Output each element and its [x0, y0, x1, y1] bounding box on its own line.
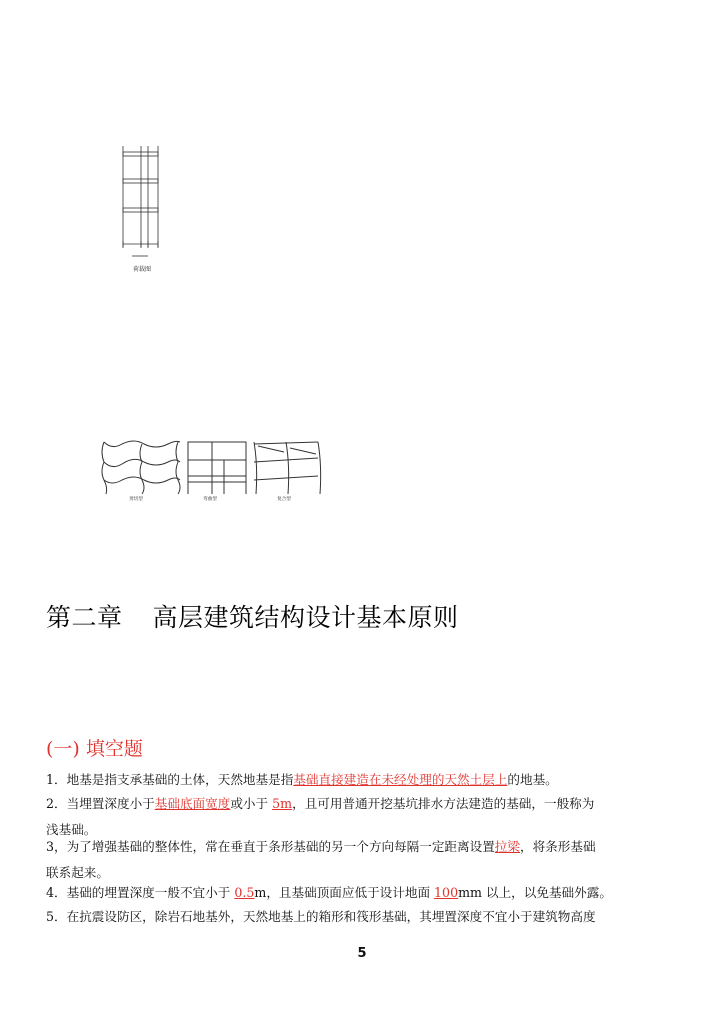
chapter-heading [46, 598, 459, 634]
question-1 [46, 767, 680, 793]
figure-label-1: 剪切型 [129, 497, 143, 502]
question-text: mm 以上，以免基础外露。 [458, 885, 612, 900]
section-heading: (一) 填空题 [46, 738, 143, 760]
question-text: 2．当埋置深度小于 [46, 796, 155, 811]
figure-top-label: 荷载图 [132, 266, 152, 273]
chapter-number: 第二章 [46, 603, 123, 632]
answer-text: 基础直接建造在未经处理的天然土层上 [293, 772, 508, 787]
answer-text: 基础底面宽度 [154, 796, 231, 811]
text-line [46, 880, 680, 906]
answer-text: 5m [272, 796, 293, 811]
question-4 [46, 880, 680, 906]
question-3 [46, 834, 680, 886]
figure-label-3: 复合型 [277, 497, 291, 502]
text-line [46, 767, 680, 793]
page-number: 5 [357, 946, 367, 961]
text-line [46, 904, 680, 930]
chapter-title: 高层建筑结构设计基本原则 [152, 603, 459, 632]
question-text: 1．地基是指支承基础的土体，天然地基是指 [46, 772, 294, 787]
question-text: m，且基础顶面应低于设计地面 [254, 885, 435, 900]
deformation-figure [98, 436, 328, 502]
frame-load-figure [110, 140, 170, 280]
question-text: ，且可用普通开挖基坑排水方法建造的基础，一般称为 [292, 796, 595, 811]
answer-text: 0.5 [234, 885, 255, 900]
figure-label-2: 弯曲型 [203, 497, 217, 502]
question-text: 浅基础。 [46, 822, 97, 837]
answer-text: 拉梁 [494, 839, 520, 854]
text-line [46, 791, 680, 817]
question-text: 5．在抗震设防区，除岩石地基外，天然地基上的箱形和筏形基础，其埋置深度不宜小于建筑物高度 [46, 909, 596, 924]
question-text: 3，为了增强基础的整体性，常在垂直于条形基础的另一个方向每隔一定距离设置 [46, 839, 495, 854]
answer-text: 100 [434, 885, 459, 900]
question-text: ，将条形基础 [519, 839, 596, 854]
question-text: 的地基。 [507, 772, 558, 787]
question-5 [46, 904, 680, 930]
question-text: 联系起来。 [46, 865, 109, 880]
question-text: 或小于 [230, 796, 273, 811]
question-text: 4．基础的埋置深度一般不宜小于 [46, 885, 235, 900]
text-line [46, 834, 680, 860]
